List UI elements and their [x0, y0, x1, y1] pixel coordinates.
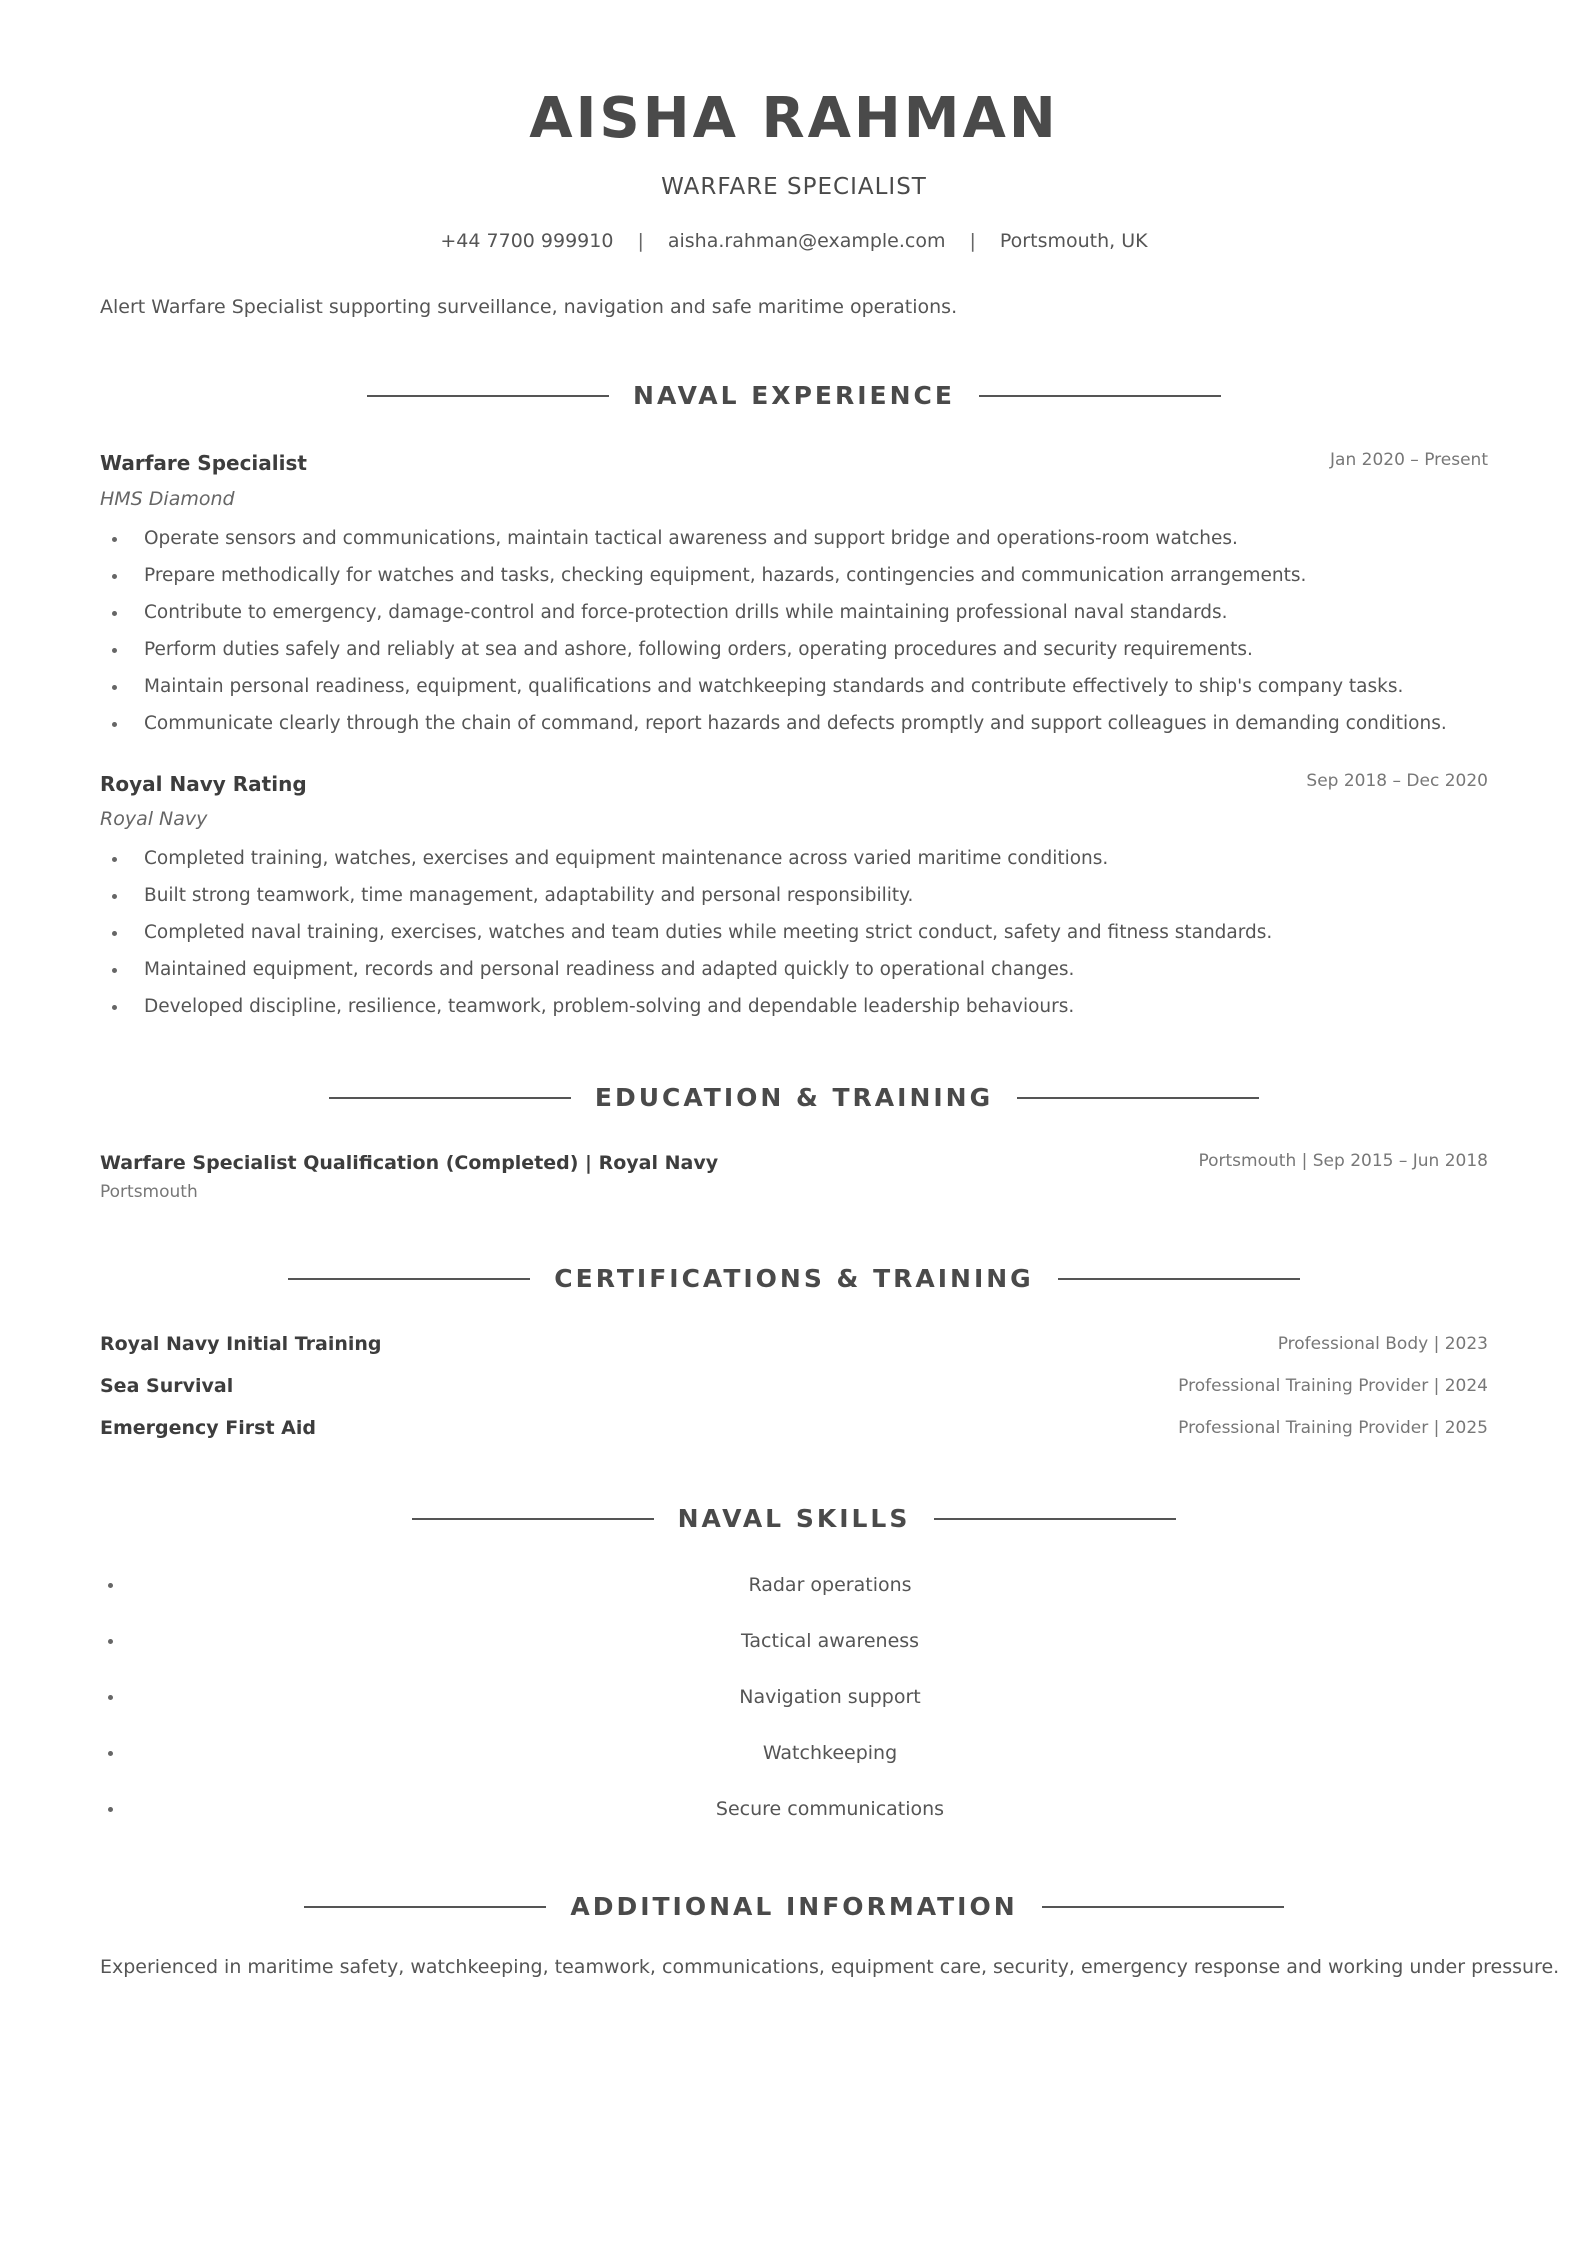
education-place: Portsmouth	[100, 1182, 198, 1202]
certification-name: Emergency First Aid	[100, 1417, 316, 1439]
list-item: Operate sensors and communications, maintain tactical awareness and support bridge and operations-room watches.	[100, 526, 1447, 563]
job-organization: Royal Navy	[100, 808, 208, 830]
contact-separator: |	[969, 230, 976, 252]
skill-item	[100, 1740, 1488, 1770]
education-meta: Portsmouth | Sep 2015 – Jun 2018	[1198, 1151, 1488, 1171]
certification-meta: Professional Body | 2023	[1277, 1334, 1488, 1354]
list-item: Completed training, watches, exercises and equipment maintenance across varied maritime conditions.	[100, 846, 1272, 883]
heading-rule	[288, 1278, 530, 1280]
certification-row	[100, 1415, 1488, 1445]
heading-rule	[367, 395, 609, 397]
job-bullet-list	[100, 526, 1447, 748]
certification-meta: Professional Training Provider | 2025	[1178, 1418, 1488, 1438]
candidate-name: AISHA RAHMAN	[529, 86, 1059, 151]
additional-information: Experienced in maritime safety, watchkeeping, teamwork, communications, equipment care, security, emergency response and working under pressure.	[100, 1956, 1560, 1978]
job-title: Royal Navy Rating	[100, 772, 307, 796]
contact-line	[0, 228, 1588, 254]
section-heading-skills	[0, 1502, 1588, 1536]
skill-item	[100, 1628, 1488, 1658]
list-item: Developed discipline, resilience, teamwork, problem-solving and dependable leadership behaviours.	[100, 994, 1272, 1031]
email-address[interactable]: aisha.rahman@example.com	[667, 230, 946, 252]
job-title: Warfare Specialist	[100, 451, 307, 475]
certification-name: Royal Navy Initial Training	[100, 1333, 382, 1355]
location: Portsmouth, UK	[999, 230, 1148, 252]
skill-label: Navigation support	[739, 1686, 921, 1708]
list-item: Maintained equipment, records and personal readiness and adapted quickly to operational changes.	[100, 957, 1272, 994]
section-heading-certifications	[0, 1262, 1588, 1296]
list-item: Maintain personal readiness, equipment, qualifications and watchkeeping standards and contribute effectively to ship's company tasks.	[100, 674, 1447, 711]
heading-rule	[412, 1518, 654, 1520]
skill-item	[100, 1572, 1488, 1602]
skill-label: Radar operations	[748, 1574, 912, 1596]
job-dates: Sep 2018 – Dec 2020	[1306, 771, 1488, 791]
heading-rule	[934, 1518, 1176, 1520]
skill-label: Tactical awareness	[740, 1630, 920, 1652]
contact-separator: |	[637, 230, 644, 252]
section-heading-additional	[0, 1890, 1588, 1924]
section-title: NAVAL SKILLS	[677, 1504, 911, 1533]
profile-summary: Alert Warfare Specialist supporting surveillance, navigation and safe maritime operations.	[100, 296, 958, 318]
list-item: Built strong teamwork, time management, adaptability and personal responsibility.	[100, 883, 1272, 920]
job-organization: HMS Diamond	[100, 488, 235, 510]
phone-number[interactable]: +44 7700 999910	[440, 230, 614, 252]
section-heading-experience	[0, 379, 1588, 413]
candidate-role: WARFARE SPECIALIST	[661, 174, 927, 200]
heading-rule	[1017, 1097, 1259, 1099]
job-bullet-list	[100, 846, 1272, 1031]
certification-meta: Professional Training Provider | 2024	[1178, 1376, 1488, 1396]
heading-rule	[979, 395, 1221, 397]
certification-row	[100, 1331, 1488, 1361]
skill-item	[100, 1684, 1488, 1714]
education-title: Warfare Specialist Qualification (Completed) | Royal Navy	[100, 1152, 719, 1174]
skill-item	[100, 1796, 1488, 1826]
heading-rule	[329, 1097, 571, 1099]
heading-rule	[1058, 1278, 1300, 1280]
list-item: Contribute to emergency, damage-control and force-protection drills while maintaining professional naval standards.	[100, 600, 1447, 637]
list-item: Completed naval training, exercises, watches and team duties while meeting strict conduct, safety and fitness standards.	[100, 920, 1272, 957]
heading-rule	[304, 1906, 546, 1908]
section-title: CERTIFICATIONS & TRAINING	[554, 1264, 1034, 1293]
job-dates: Jan 2020 – Present	[1330, 450, 1488, 470]
certification-name: Sea Survival	[100, 1375, 234, 1397]
certification-row	[100, 1373, 1488, 1403]
skill-label: Secure communications	[715, 1798, 945, 1820]
section-heading-education	[0, 1081, 1588, 1115]
skill-label: Watchkeeping	[762, 1742, 898, 1764]
section-title: NAVAL EXPERIENCE	[633, 381, 955, 410]
list-item: Communicate clearly through the chain of command, report hazards and defects promptly and support colleagues in demanding conditions.	[100, 711, 1447, 748]
section-title: EDUCATION & TRAINING	[594, 1083, 994, 1112]
list-item: Perform duties safely and reliably at sea and ashore, following orders, operating procedures and security requirements.	[100, 637, 1447, 674]
heading-rule	[1042, 1906, 1284, 1908]
list-item: Prepare methodically for watches and tasks, checking equipment, hazards, contingencies and communication arrangements.	[100, 563, 1447, 600]
section-title: ADDITIONAL INFORMATION	[570, 1892, 1018, 1921]
